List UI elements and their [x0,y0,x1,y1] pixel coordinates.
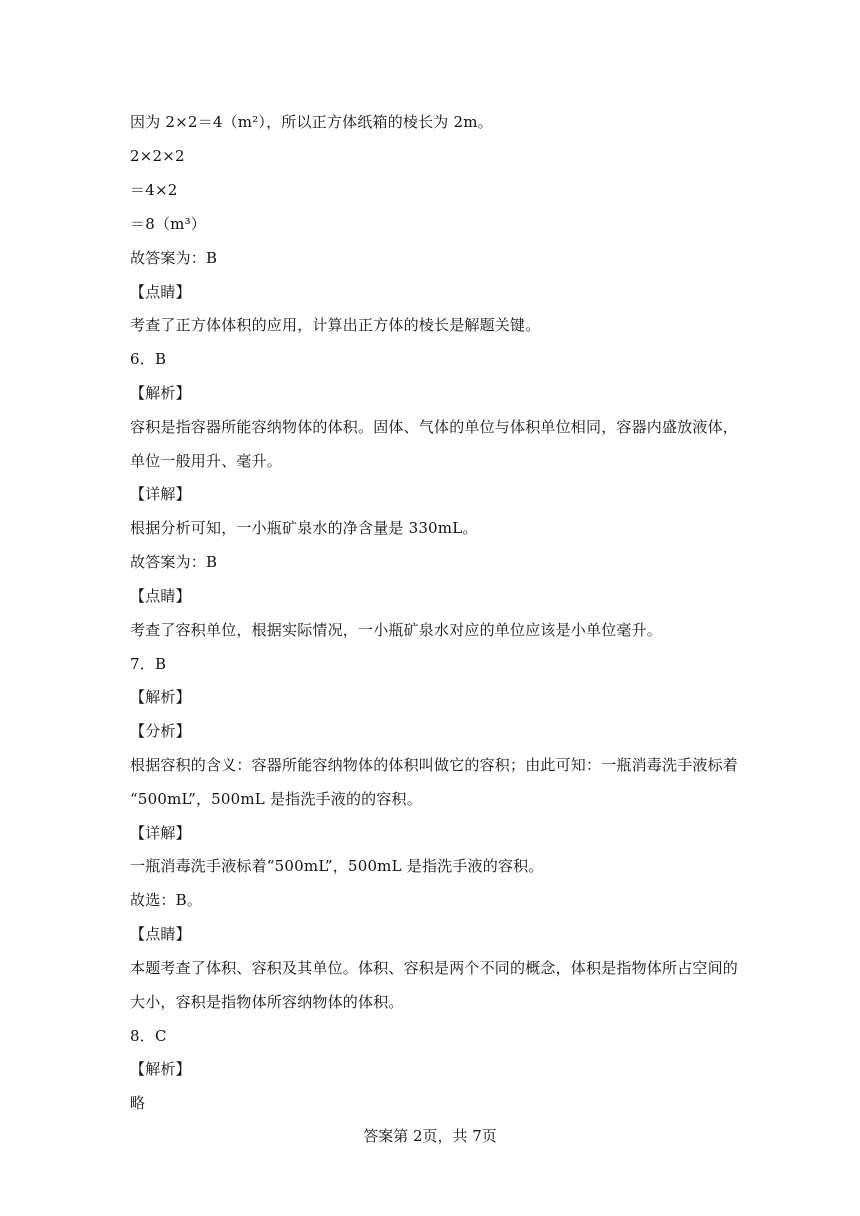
text-line: 考查了容积单位，根据实际情况，一小瓶矿泉水对应的单位应该是小单位毫升。 [130,621,663,639]
section-heading: 【解析】 [130,688,191,706]
question-answer: 7．B [130,655,167,673]
text-line: 故答案为：B [130,553,218,571]
text-line: 故答案为：B [130,249,218,267]
text-line: 容积是指容器所能容纳物体的体积。固体、气体的单位与体积单位相同，容器内盛放液体， [130,418,739,436]
section-heading: 【点睛】 [130,925,191,943]
section-heading: 【点睛】 [130,587,191,605]
section-heading: 【解析】 [130,384,191,402]
question-answer: 6．B [130,350,167,368]
text-line: 一瓶消毒洗手液标着“500mL”，500mL 是指洗手液的容积。 [130,857,544,875]
text-line: 故选：B。 [130,891,203,909]
text-line: “500mL”，500mL 是指洗手液的的容积。 [130,790,422,808]
text-line: ＝4×2 [130,181,178,199]
text-line: 本题考查了体积、容积及其单位。体积、容积是两个不同的概念，体积是指物体所占空间的 [130,959,739,977]
text-line: 2×2×2 [130,147,185,165]
text-line: ＝8（m³） [130,215,206,233]
text-line: 根据分析可知，一小瓶矿泉水的净含量是 330mL。 [130,519,478,537]
question-answer: 8．C [130,1027,167,1045]
section-heading: 【详解】 [130,824,191,842]
section-heading: 【详解】 [130,485,191,503]
text-line: 略 [130,1094,146,1112]
text-line: 大小，容积是指物体所容纳物体的体积。 [130,993,404,1011]
text-line: 考查了正方体体积的应用，计算出正方体的棱长是解题关键。 [130,316,541,334]
text-line: 因为 2×2＝4（m²），所以正方体纸箱的棱长为 2m。 [130,113,493,131]
section-heading: 【点睛】 [130,283,191,301]
text-line: 根据容积的含义：容器所能容纳物体的体积叫做它的容积；由此可知：一瓶消毒洗手液标着 [130,756,739,774]
page-footer: 答案第 2页，共 7页 [363,1127,497,1145]
section-heading: 【解析】 [130,1060,191,1078]
text-line: 单位一般用升、毫升。 [130,452,283,470]
section-heading: 【分析】 [130,722,191,740]
